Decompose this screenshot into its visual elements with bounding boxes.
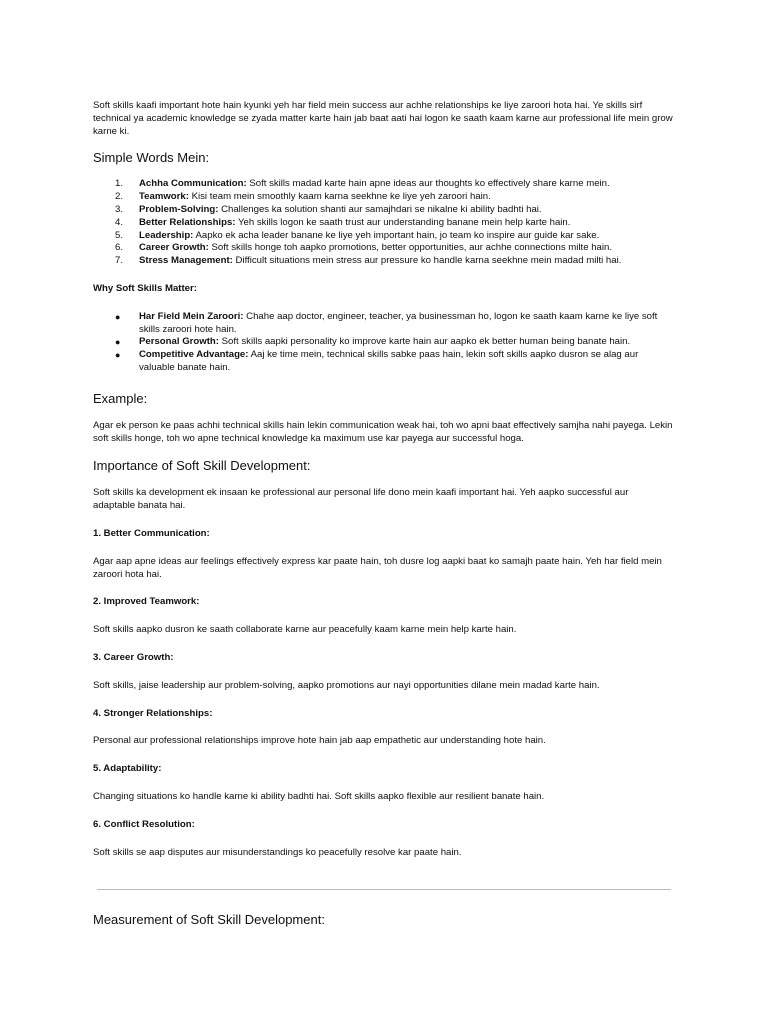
bullet-icon: ● bbox=[115, 337, 121, 348]
list-item-term: Problem-Solving: bbox=[139, 203, 219, 215]
section-title: 6. Conflict Resolution: bbox=[93, 818, 195, 830]
list-item bbox=[93, 191, 673, 204]
list-number: 6. bbox=[115, 242, 124, 254]
list-number: 2. bbox=[115, 191, 124, 203]
list-number: 3. bbox=[115, 203, 124, 215]
list-item-term: Teamwork: bbox=[139, 191, 189, 203]
list-item bbox=[93, 242, 673, 255]
list-item-term: Career Growth: bbox=[139, 242, 209, 254]
list-item-text: Soft skills madad karte hain apne ideas aur thoughts ko effectively share karne mein. bbox=[246, 178, 610, 190]
list-item-term: Better Relationships: bbox=[139, 216, 236, 228]
bullet-icon: ● bbox=[115, 311, 121, 322]
section-text: Soft skills, jaise leadership aur problem-solving, aapko promotions aur nayi opportunities dilane mein madad karte hain. bbox=[93, 679, 600, 691]
section-title: 3. Career Growth: bbox=[93, 651, 174, 663]
list-item bbox=[93, 349, 673, 375]
example-paragraph: Agar ek person ke paas achhi technical skills hain lekin communication weak hai, toh wo apni baat effectively samjha nahi payega. Lekin soft skills honge, toh wo apne technical knowledge ka maximum use kar payega aur successful hoga. bbox=[93, 419, 673, 444]
intro-paragraph: Soft skills kaafi important hote hain kyunki yeh har field mein success aur achhe relationships ke liye zaroori hota hai. Ye skills sirf technical ya academic knowledge se zyada matter karte hain jab baat aati hai logon ke saath kaam karne aur professional life mein grow karne ki. bbox=[93, 100, 673, 137]
section-text: Personal aur professional relationships improve hote hain jab aap empathetic aur understanding hote hain. bbox=[93, 735, 546, 747]
list-item-term: Leadership: bbox=[139, 229, 194, 241]
document-page bbox=[93, 100, 673, 859]
list-item-term: Personal Growth: bbox=[139, 336, 219, 348]
list-item-text: Soft skills aapki personality ko improve karte hain aur aapko ek better human being banate hain. bbox=[218, 336, 631, 348]
list-item bbox=[93, 311, 673, 337]
heading-why-soft-skills: Why Soft Skills Matter: bbox=[93, 282, 197, 294]
section-title: 2. Improved Teamwork: bbox=[93, 596, 200, 608]
heading-example: Example: bbox=[93, 390, 148, 406]
list-item-text: Aaj ke time mein, technical skills sabke paas hain, lekin soft skills aapko dusron se alag aur valuable banate hain. bbox=[139, 349, 639, 373]
list-item-text: Difficult situations mein stress aur pressure ko handle karna seekhne mein madad milti hai. bbox=[232, 255, 622, 267]
heading-measurement: Measurement of Soft Skill Development: bbox=[93, 912, 325, 927]
list-item-term: Har Field Mein Zaroori: bbox=[139, 310, 244, 322]
section-title: 4. Stronger Relationships: bbox=[93, 707, 213, 719]
section-text: Changing situations ko handle karne ki ability badhti hai. Soft skills aapko flexible aur resilient banate hain. bbox=[93, 790, 545, 802]
why-soft-skills-list bbox=[93, 311, 673, 375]
section-text: Soft skills se aap disputes aur misunderstandings ko peacefully resolve kar paate hain. bbox=[93, 846, 462, 858]
list-number: 7. bbox=[115, 255, 124, 267]
list-item bbox=[93, 217, 673, 230]
simple-words-list bbox=[93, 178, 673, 268]
list-item bbox=[93, 255, 673, 268]
heading-simple-words: Simple Words Mein: bbox=[93, 150, 210, 166]
list-item-term: Achha Communication: bbox=[139, 178, 247, 190]
bullet-icon: ● bbox=[115, 350, 121, 361]
list-item-text: Aapko ek acha leader banane ke liye yeh important hain, jo team ko inspire aur guide kar sake. bbox=[193, 229, 600, 241]
importance-intro: Soft skills ka development ek insaan ke professional aur personal life dono mein kaafi important hai. Yeh aapko successful aur adaptable banata hai. bbox=[93, 487, 629, 512]
list-item bbox=[93, 204, 673, 217]
section-title: 1. Better Communication: bbox=[93, 527, 210, 539]
list-item-text: Kisi team mein smoothly kaam karna seekhne ke liye yeh zaroori hain. bbox=[188, 191, 491, 203]
list-item-text: Soft skills honge toh aapko promotions, better opportunities, aur achhe connections milte hain. bbox=[208, 242, 613, 254]
list-item bbox=[93, 230, 673, 243]
list-item-term: Stress Management: bbox=[139, 255, 233, 267]
horizontal-divider bbox=[97, 889, 671, 890]
list-item-text: Chahe aap doctor, engineer, teacher, ya businessman ho, logon ke saath kaam karne ke liye soft skills zaroori hote hain. bbox=[139, 310, 658, 335]
list-item-text: Challenges ka solution shanti aur samajhdari se nikalne ki ability badhti hai. bbox=[218, 203, 542, 215]
list-number: 4. bbox=[115, 216, 124, 228]
list-item-term: Competitive Advantage: bbox=[139, 349, 249, 361]
list-item-text: Yeh skills logon ke saath trust aur understanding banane mein help karte hain. bbox=[235, 216, 571, 228]
list-item bbox=[93, 178, 673, 191]
section-title: 5. Adaptability: bbox=[93, 763, 162, 775]
section-text: Soft skills aapko dusron ke saath collaborate karne aur peacefully kaam karne mein help karte hain. bbox=[93, 624, 517, 636]
list-item bbox=[93, 336, 673, 349]
section-text: Agar aap apne ideas aur feelings effectively express kar paate hain, toh dusre log aapki baat ko samajh paate hain. Yeh har field mein zaroori hota hai. bbox=[93, 555, 662, 580]
list-number: 5. bbox=[115, 229, 124, 241]
heading-importance: Importance of Soft Skill Development: bbox=[93, 458, 311, 474]
list-number: 1. bbox=[115, 178, 124, 190]
